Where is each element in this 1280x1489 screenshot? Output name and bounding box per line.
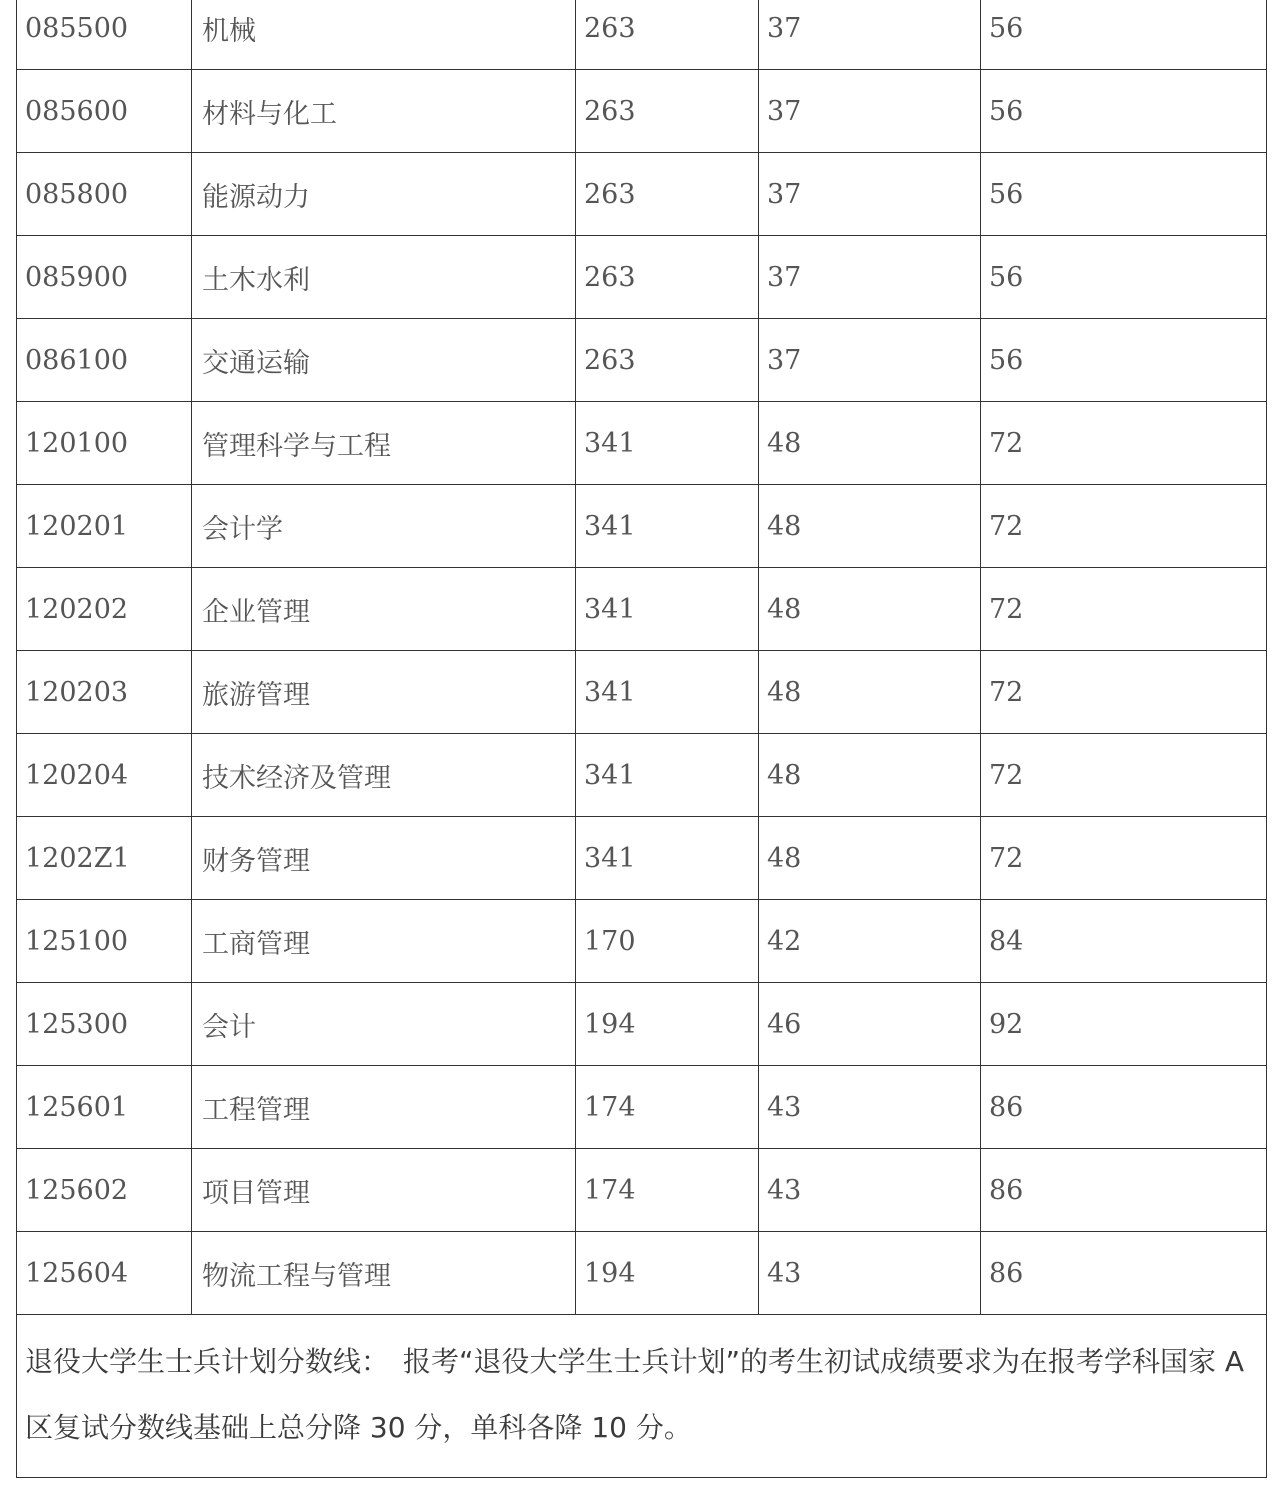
single-subject-score-cell-2: 84	[981, 900, 1267, 983]
single-subject-score-cell: 48	[759, 651, 981, 734]
major-name-cell: 能源动力	[192, 153, 576, 236]
total-score-cell: 263	[576, 153, 759, 236]
major-code-cell: 120203	[17, 651, 192, 734]
major-name-cell: 土木水利	[192, 236, 576, 319]
single-subject-score-cell-2: 86	[981, 1232, 1267, 1315]
major-name-cell: 会计	[192, 983, 576, 1066]
major-name-cell: 企业管理	[192, 568, 576, 651]
major-code-cell: 125601	[17, 1066, 192, 1149]
table-row	[17, 319, 1267, 402]
single-subject-score-cell: 37	[759, 0, 981, 70]
note-text: 报考“退役大学生士兵计划”的考生初试成绩要求为在报考学科国家 A 区复试分数线基础上总分降 30 分，单科各降 10 分。	[25, 1345, 1245, 1444]
table-row	[17, 485, 1267, 568]
major-code-cell: 085800	[17, 153, 192, 236]
total-score-cell: 194	[576, 1232, 759, 1315]
single-subject-score-cell-2: 56	[981, 153, 1267, 236]
score-table	[16, 0, 1267, 1478]
major-code-cell: 125602	[17, 1149, 192, 1232]
total-score-cell: 341	[576, 651, 759, 734]
single-subject-score-cell-2: 86	[981, 1066, 1267, 1149]
table-row	[17, 153, 1267, 236]
single-subject-score-cell: 37	[759, 70, 981, 153]
note-cell	[17, 1315, 1267, 1478]
table-row	[17, 0, 1267, 70]
total-score-cell: 341	[576, 485, 759, 568]
single-subject-score-cell-2: 72	[981, 485, 1267, 568]
table-row	[17, 402, 1267, 485]
single-subject-score-cell-2: 72	[981, 734, 1267, 817]
major-name-cell: 会计学	[192, 485, 576, 568]
single-subject-score-cell: 43	[759, 1232, 981, 1315]
single-subject-score-cell-2: 72	[981, 651, 1267, 734]
table-row	[17, 734, 1267, 817]
major-code-cell: 125604	[17, 1232, 192, 1315]
single-subject-score-cell: 37	[759, 236, 981, 319]
major-code-cell: 120204	[17, 734, 192, 817]
single-subject-score-cell-2: 72	[981, 402, 1267, 485]
score-table-body	[17, 0, 1267, 1478]
single-subject-score-cell: 48	[759, 734, 981, 817]
table-row	[17, 70, 1267, 153]
major-code-cell: 085500	[17, 0, 192, 70]
total-score-cell: 341	[576, 568, 759, 651]
total-score-cell: 341	[576, 734, 759, 817]
table-row	[17, 1149, 1267, 1232]
table-row	[17, 1066, 1267, 1149]
major-name-cell: 技术经济及管理	[192, 734, 576, 817]
total-score-cell: 263	[576, 236, 759, 319]
single-subject-score-cell: 48	[759, 817, 981, 900]
major-name-cell: 工程管理	[192, 1066, 576, 1149]
major-code-cell: 1202Z1	[17, 817, 192, 900]
single-subject-score-cell-2: 72	[981, 568, 1267, 651]
major-code-cell: 085600	[17, 70, 192, 153]
total-score-cell: 174	[576, 1066, 759, 1149]
major-name-cell: 旅游管理	[192, 651, 576, 734]
major-name-cell: 工商管理	[192, 900, 576, 983]
single-subject-score-cell-2: 86	[981, 1149, 1267, 1232]
major-name-cell: 物流工程与管理	[192, 1232, 576, 1315]
major-name-cell: 项目管理	[192, 1149, 576, 1232]
major-name-cell: 财务管理	[192, 817, 576, 900]
note-label: 退役大学生士兵计划分数线：	[25, 1345, 390, 1378]
total-score-cell: 174	[576, 1149, 759, 1232]
single-subject-score-cell: 48	[759, 402, 981, 485]
major-code-cell: 120100	[17, 402, 192, 485]
single-subject-score-cell: 48	[759, 485, 981, 568]
total-score-cell: 263	[576, 70, 759, 153]
major-name-cell: 机械	[192, 0, 576, 70]
single-subject-score-cell-2: 56	[981, 70, 1267, 153]
total-score-cell: 170	[576, 900, 759, 983]
single-subject-score-cell: 48	[759, 568, 981, 651]
table-row	[17, 568, 1267, 651]
table-row	[17, 983, 1267, 1066]
single-subject-score-cell: 37	[759, 319, 981, 402]
major-code-cell: 125300	[17, 983, 192, 1066]
single-subject-score-cell-2: 56	[981, 0, 1267, 70]
single-subject-score-cell: 42	[759, 900, 981, 983]
single-subject-score-cell: 46	[759, 983, 981, 1066]
table-row	[17, 1232, 1267, 1315]
table-row	[17, 236, 1267, 319]
note-row	[17, 1315, 1267, 1478]
single-subject-score-cell-2: 72	[981, 817, 1267, 900]
table-row	[17, 651, 1267, 734]
table-row	[17, 817, 1267, 900]
major-name-cell: 管理科学与工程	[192, 402, 576, 485]
single-subject-score-cell: 37	[759, 153, 981, 236]
table-row	[17, 900, 1267, 983]
single-subject-score-cell-2: 92	[981, 983, 1267, 1066]
single-subject-score-cell-2: 56	[981, 236, 1267, 319]
major-code-cell: 120202	[17, 568, 192, 651]
major-code-cell: 086100	[17, 319, 192, 402]
total-score-cell: 263	[576, 319, 759, 402]
single-subject-score-cell: 43	[759, 1149, 981, 1232]
total-score-cell: 341	[576, 402, 759, 485]
total-score-cell: 263	[576, 0, 759, 70]
major-code-cell: 085900	[17, 236, 192, 319]
major-code-cell: 125100	[17, 900, 192, 983]
single-subject-score-cell-2: 56	[981, 319, 1267, 402]
major-name-cell: 材料与化工	[192, 70, 576, 153]
total-score-cell: 194	[576, 983, 759, 1066]
major-code-cell: 120201	[17, 485, 192, 568]
total-score-cell: 341	[576, 817, 759, 900]
single-subject-score-cell: 43	[759, 1066, 981, 1149]
major-name-cell: 交通运输	[192, 319, 576, 402]
